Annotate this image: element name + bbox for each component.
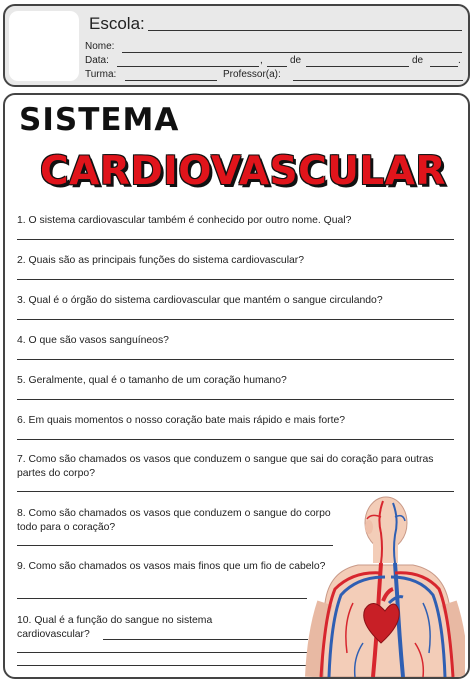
answer-line-6a[interactable] (17, 439, 454, 440)
answer-line-3a[interactable] (17, 319, 454, 320)
school-logo-placeholder (9, 11, 79, 81)
question-4: 4. O que são vasos sanguíneos? (17, 335, 169, 346)
circulatory-system-illustration (303, 493, 465, 677)
answer-line-8a[interactable] (17, 545, 333, 546)
data-day-line[interactable] (117, 66, 259, 67)
question-3: 3. Qual é o órgão do sistema cardiovascular que mantém o sangue circulando? (17, 295, 383, 306)
data-month-line[interactable] (306, 66, 409, 67)
answer-line-9a[interactable] (17, 598, 307, 599)
answer-line-1a[interactable] (17, 239, 454, 240)
data-de-2: de (412, 55, 424, 66)
title-line-1: SISTEMA (19, 102, 180, 138)
data-label: Data: (85, 55, 109, 66)
question-6: 6. Em quais momentos o nosso coração bate mais rápido e mais forte? (17, 415, 346, 426)
turma-label: Turma: (85, 69, 117, 80)
question-10: 10. Qual é a função do sangue no sistema cardiovascular? (17, 615, 213, 640)
answer-line-2a[interactable] (17, 279, 454, 280)
data-de-1: de (290, 55, 302, 66)
escola-label: Escola: (89, 14, 145, 33)
answer-line-10b[interactable] (17, 652, 308, 653)
answer-line-7a[interactable] (17, 491, 454, 492)
question-8: 8. Como são chamados os vasos que conduzem o sangue do corpo todo para o coração? (17, 508, 331, 533)
question-7: 7. Como são chamados os vasos que conduzem o sangue que sai do coração para outras partes do corpo? (17, 454, 434, 479)
answer-line-4a[interactable] (17, 359, 454, 360)
data-end: . (458, 55, 461, 66)
professor-line[interactable] (293, 80, 463, 81)
turma-line[interactable] (125, 80, 217, 81)
question-2: 2. Quais são as principais funções do sistema cardiovascular? (17, 255, 305, 266)
question-5: 5. Geralmente, qual é o tamanho de um coração humano? (17, 375, 287, 386)
professor-label: Professor(a): (223, 69, 281, 80)
question-9: 9. Como são chamados os vasos mais finos que um fio de cabelo? (17, 561, 326, 572)
answer-line-10c[interactable] (17, 665, 308, 666)
escola-line[interactable] (148, 30, 462, 31)
data-num-line[interactable] (267, 66, 287, 67)
nome-label: Nome: (85, 41, 115, 52)
header-box (3, 4, 470, 87)
title-line-2: CARDIOVASCULAR (40, 149, 446, 194)
worksheet-box (3, 93, 470, 679)
question-1: 1. O sistema cardiovascular também é conhecido por outro nome. Qual? (17, 215, 352, 226)
answer-line-10a[interactable] (103, 639, 308, 640)
data-comma: , (260, 55, 263, 66)
answer-line-5a[interactable] (17, 399, 454, 400)
data-year-line[interactable] (430, 66, 458, 67)
nome-line[interactable] (122, 52, 462, 53)
